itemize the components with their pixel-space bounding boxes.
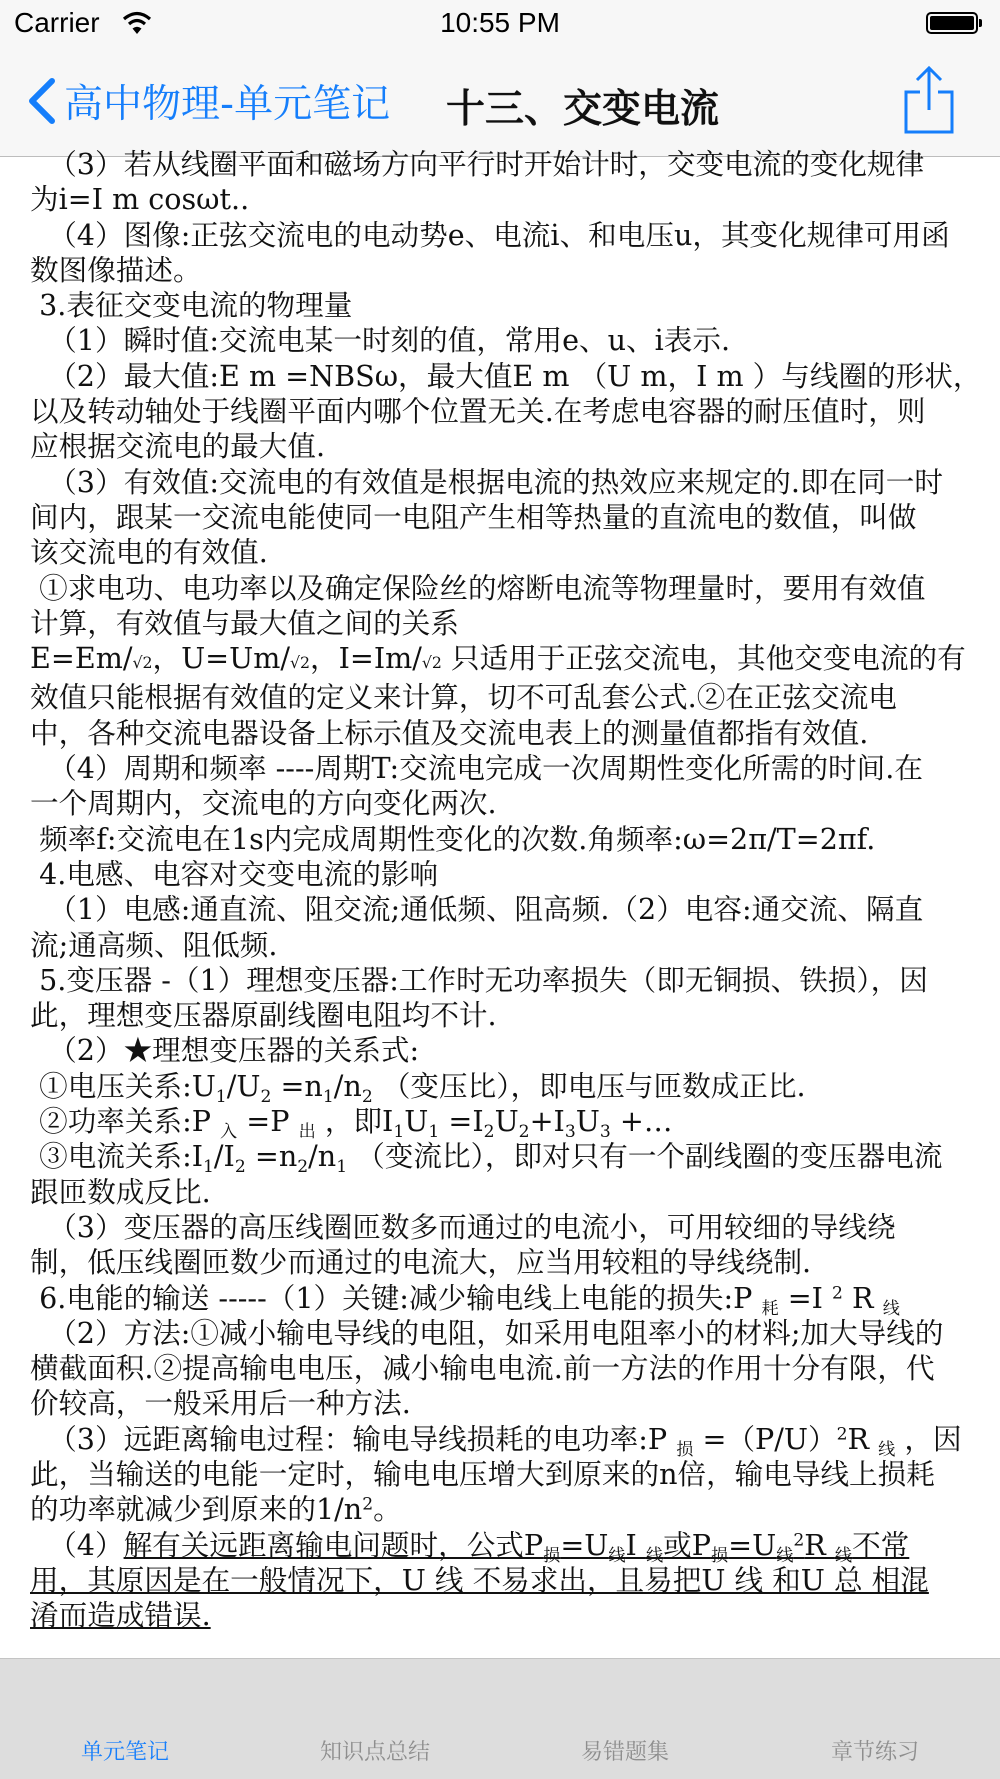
battery-icon [926,12,978,34]
tab-knowledge-summary[interactable]: 知识点总结 [319,1740,430,1765]
text-line: （3）变压器的高压线圈匝数多而通过的电流小，可用较细的导线绕 [48,1209,896,1244]
back-button[interactable] [24,70,390,132]
formula-line: E=Em/√2，U=Um/√2，I=Im/√2 只适用于正弦交流电，其他交变电流的有 [30,641,966,676]
tab-mistake-collection[interactable]: 易错题集 [580,1740,669,1765]
formula-line: 6.电能的输送 -----（1）关键:减少输电线上电能的损失:P $_耗$ =I $^2$ R $_线$ [39,1280,900,1319]
text-line: 横截面积.②提高输电电压，减小输电电流.前一方法的作用十分有限，代 [30,1351,935,1386]
status-bar [0,0,1000,48]
text-line: 淆而造成错误. [30,1598,211,1633]
text-line: 4.电感、电容对交变电流的影响 [39,856,439,891]
text-line: 应根据交流电的最大值. [30,429,326,464]
text-line: 3.表征交变电流的物理量 [39,288,353,323]
text-line: （2）★理想变压器的关系式: [48,1033,420,1068]
text-line: 此，理想变压器原副线圈电阻均不计. [30,998,497,1033]
text-line: 效值只能根据有效值的定义来计算，切不可乱套公式.②在正弦交流电 [30,680,897,715]
text-line: 一个周期内，交流电的方向变化两次. [30,786,497,821]
share-icon[interactable] [900,64,958,136]
text-line: 制，低压线圈匝数少而通过的电流大，应当用较粗的导线绕制. [30,1245,812,1280]
text-line: 跟匝数成反比. [30,1174,211,1209]
clock: 10:55 PM [440,7,560,38]
text-line: 流;通高频、阻低频. [30,927,278,962]
text-line: （3）有效值:交流电的有效值是根据电流的热效应来规定的.即在同一时 [48,464,943,499]
note-content [30,147,985,1657]
text-line: 该交流电的有效值. [30,535,268,570]
back-button-label: 高中物理-单元笔记 [64,82,391,127]
formula-line: ①电压关系$:U_1/U_2 =n_1/n_2$ （变压比），即电压与匝数成正比. [39,1068,806,1107]
navigation-bar [0,48,1000,157]
text-line: 用，其原因是在一般情况下，U 线 不易求出，且易把U 线 和U 总 相混 [30,1562,929,1597]
carrier-label: Carrier [14,7,100,38]
text-line: （4）图像:正弦交流电的电动势e、电流i、和电压u，其变化规律可用函 [48,217,950,252]
text-line: 计算，有效值与最大值之间的关系 [30,605,459,640]
text-line: ①求电功、电功率以及确定保险丝的熔断电流等物理量时，要用有效值 [39,570,926,605]
text-line: （4）周期和频率 ----周期T:交流电完成一次周期性变化所需的时间.在 [48,751,923,786]
formula-line: ②功率关系:P $_入$ =P $_出$ ，即$I_1U_1 =I_2U_2+I_3U_3$ +… [39,1104,673,1143]
text-line: （1）瞬时值:交流电某一时刻的值，常用e、u、i表示. [48,323,731,358]
text-line: （3）若从线圈平面和磁场方向平行时开始计时，交变电流的变化规律 [48,147,925,181]
text-line: 5.变压器 -（1）理想变压器:工作时无功率损失（即无铜损、铁损），因 [39,962,928,997]
text-line: （2）方法:①减小输电导线的电阻，如采用电阻率小的材料;加大导线的 [48,1315,944,1350]
text-line: 此，当输送的电能一定时，输电电压增大到原来的n倍，输电导线上损耗 [30,1456,935,1491]
text-line: 间内，跟某一交流电能使同一电阻产生相等热量的直流电的数值，叫做 [30,499,917,534]
tab-chapter-exercises[interactable]: 章节练习 [830,1740,919,1765]
text-line: （2）最大值:E m =NBSω，最大值E m （U m，I m ）与线圈的形状， [48,358,982,393]
tab-unit-notes[interactable]: 单元笔记 [80,1740,169,1765]
formula-line: （3）远距离输电过程：输电导线损耗的电功率:P $_损 =(P/U)^2R$ $_线$ ，因 [48,1421,962,1460]
text-line: 中，各种交流电器设备上标示值及交流电表上的测量值都指有效值. [30,715,869,750]
text-line: 频率f:交流电在1s内完成周期性变化的次数.角频率:ω=2π/T=2πf. [39,821,876,856]
text-line: 价较高，一般采用后一种方法. [30,1386,411,1421]
tab-bar [0,1658,1000,1779]
text-line: 为i=I m cosωt.. [30,182,250,217]
text-line: （1）电感:通直流、阻交流;通低频、阻高频.（2）电容:通交流、隔直 [48,892,924,927]
formula-line: 的功率就减少到原来的$1/n^2$。 [30,1492,402,1527]
page-title: 十三、交变电流 [446,87,720,132]
text-line: 数图像描述。 [30,252,202,287]
chevron-left-icon [24,75,60,127]
text-line: 以及转动轴处于线圈平面内哪个位置无关.在考虑电容器的耐压值时，则 [30,394,926,429]
formula-line: （4）解有关远距离输电问题时，公式$P_损=U_线I$ $_线$或$P_损=U_线^2R$ $_线$不常 [48,1527,910,1566]
formula-line: ③电流关系$:I_1/I_2 =n_2/n_1$ （变流比），即对只有一个副线圈的变压器电流 [39,1139,943,1178]
